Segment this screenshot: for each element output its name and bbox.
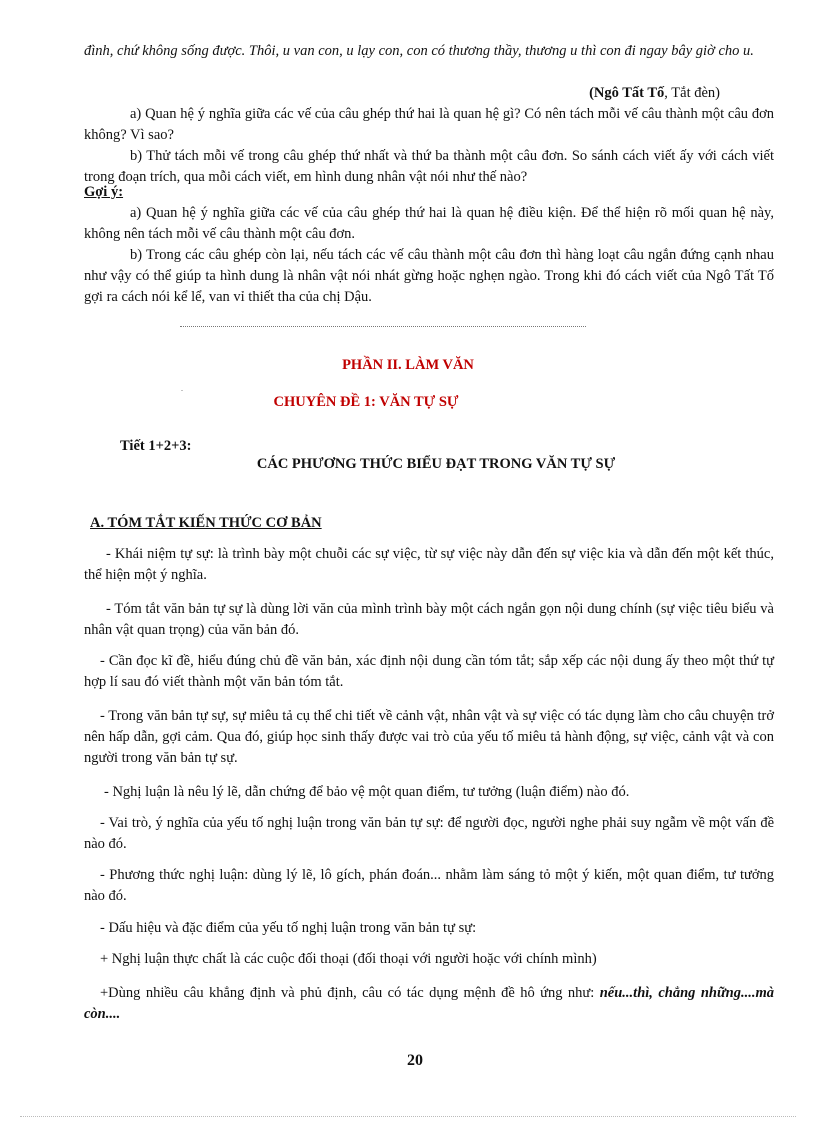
stray-dot: . [181,384,183,393]
section-a-heading: A. TÓM TẮT KIẾN THỨC CƠ BẢN [90,515,322,531]
paragraph-summary: - Tóm tắt văn bản tự sự là dùng lời văn của mình trình bày một cách ngắn gọn nội dung chính (sự việc tiêu biểu và nhân vật quan trọng) của văn bản đó. [84,601,774,638]
quote-text: đình, chứ không sống được. Thôi, u van con, u lạy con, con có thương thầy, thương u thì con đi ngay bây giờ cho u. [84,43,754,59]
paragraph-reading: - Cần đọc kĩ đề, hiểu đúng chủ đề văn bản, xác định nội dung cần tóm tắt; sắp xếp các nội dung ấy theo một thứ tự hợp lí sau đó viết thành một văn bản tóm tắt. [84,653,774,690]
page-number: 20 [407,1052,423,1069]
paragraph-signs: - Dấu hiệu và đặc điểm của yếu tố nghị luận trong văn bản tự sự: [100,920,477,936]
topic-title: CHUYÊN ĐỀ 1: VĂN TỰ SỰ [273,394,459,410]
dotted-separator [180,326,586,327]
paragraph-description: - Trong văn bản tự sự, sự miêu tả cụ thể chi tiết về cảnh vật, nhân vật và sự việc có tác dụng làm cho câu chuyện trở nên hấp dẫn, gợi cảm. Qua đó, giúp học sinh thấy được vai trò của yếu tố miêu tả hành động, sự việc, cảnh vật và con người trong văn bản tự sự. [84,708,774,766]
hint-label: Gợi ý: [84,184,124,200]
paragraph-dialogue: + Nghị luận thực chất là các cuộc đối thoại (đối thoại với người hoặc với chính mình) [100,951,597,967]
source-title: , Tắt đèn) [664,85,720,101]
question-b: b) Thử tách mỗi vế trong câu ghép thứ nhất và thứ ba thành một câu đơn. So sánh cách viết ấy với cách viết trong đoạn trích, qua mỗi cách viết, em hình dung nhân vật nói như thế nào? [84,148,774,185]
lesson-label: Tiết 1+2+3: [120,438,192,454]
paragraph-method: - Phương thức nghị luận: dùng lý lẽ, lô gích, phán đoán... nhằm làm sáng tỏ một ý kiến, một quan điểm, tư tưởng nào đó. [84,867,774,904]
hint-a: a) Quan hệ ý nghĩa giữa các vế của câu ghép thứ hai là quan hệ điều kiện. Để thể hiện rõ mối quan hệ này, không nên tách mỗi vế câu thành một câu đơn. [84,205,774,242]
paragraph-role: - Vai trò, ý nghĩa của yếu tố nghị luận trong văn bản tự sự: để người đọc, người nghe phải suy ngẫm về một vấn đề nào đó. [84,815,774,852]
paragraph-concept: - Khái niệm tự sự: là trình bày một chuỗi các sự việc, từ sự việc này dẫn đến sự việc kia và dẫn đến một kết thúc, thể hiện một ý nghĩa. [84,546,774,583]
affirmation-example: nếu...thì, chẳng những....mà còn.... [84,985,774,1022]
lesson-title: CÁC PHƯƠNG THỨC BIỂU ĐẠT TRONG VĂN TỰ SỰ [256,456,616,472]
question-a: a) Quan hệ ý nghĩa giữa các vế của câu ghép thứ hai là quan hệ gì? Có nên tách mỗi vế câu thành một câu đơn không? Vì sao? [84,106,774,143]
paragraph-argument: - Nghị luận là nêu lý lẽ, dẫn chứng để bảo vệ một quan điểm, tư tưởng (luận điểm) nào đó. [104,784,630,800]
affirmation-lead: +Dùng nhiều câu khẳng định và phủ định, câu có tác dụng mệnh đề hô ứng như: [100,985,600,1001]
source-author: (Ngô Tất Tố [589,85,665,101]
quote-source [84,83,774,104]
hint-b: b) Trong các câu ghép còn lại, nếu tách các vế câu thành một câu đơn thì hàng loạt câu ngắn đứng cạnh nhau như vậy có thể giúp ta hình dung là nhân vật nói nhát gừng hoặc nghẹn ngào. Trong khi đó cách viết của Ngô Tất Tố gợi ra cách nói kể lể, van vỉ thiết tha của chị Dậu. [84,247,774,305]
page-bottom-border [20,1116,796,1117]
part-title: PHẦN II. LÀM VĂN [342,357,474,373]
paragraph-affirmation [84,983,774,1025]
